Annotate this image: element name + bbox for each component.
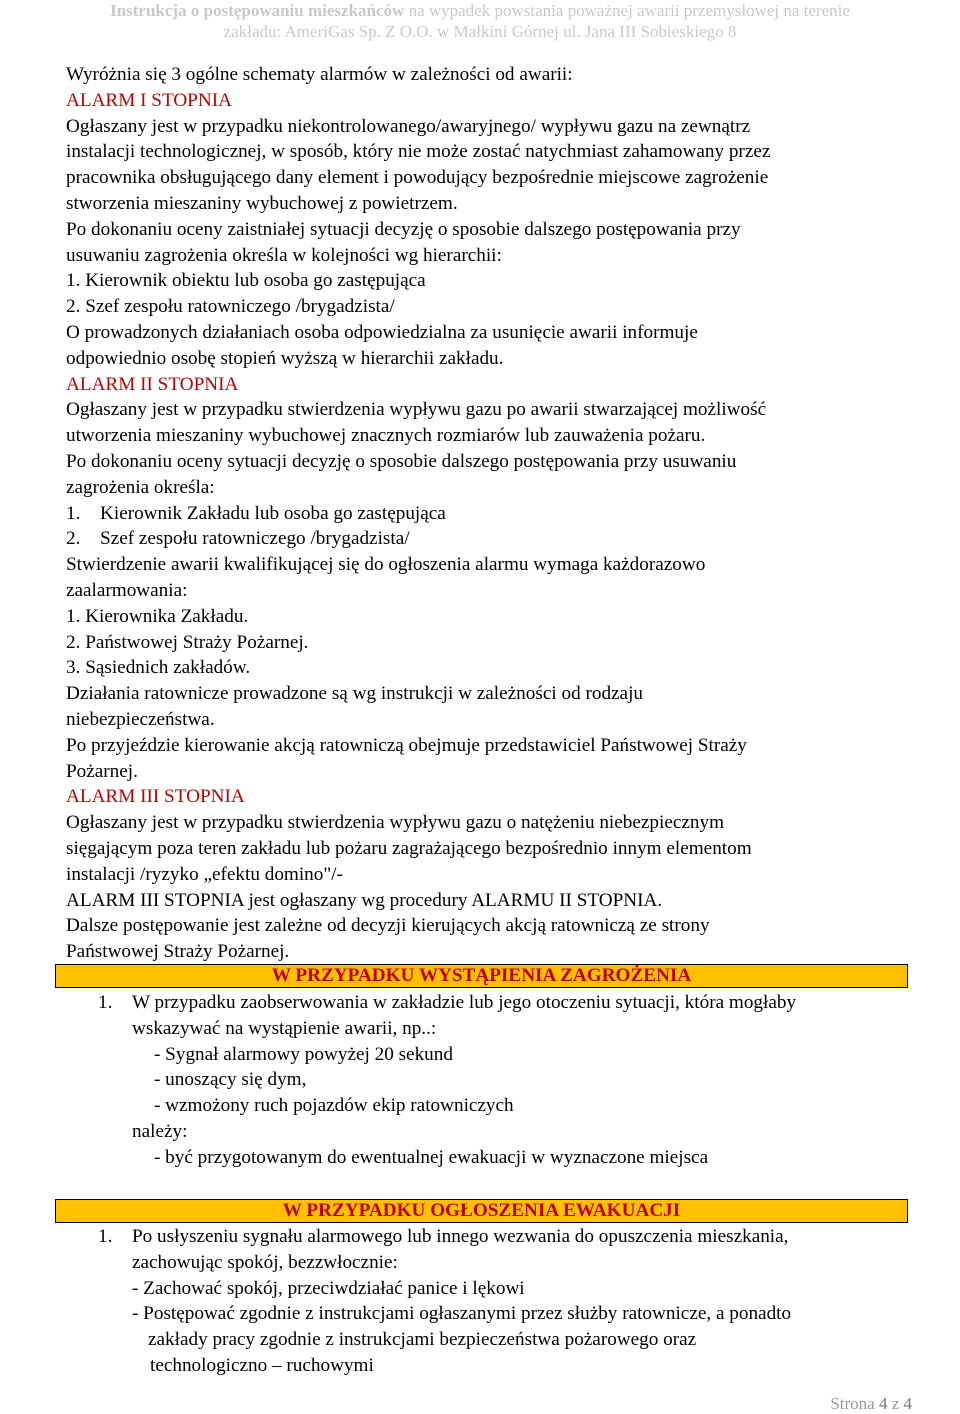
alarm-2-title: ALARM II STOPNIA — [66, 373, 239, 395]
header-title-rest: na wypadek powstania poważnej awarii przemysłowej na terenie — [404, 1, 850, 20]
alarm-2-list-item: 2. Państwowej Straży Pożarnej. — [66, 631, 309, 653]
banner-threat: W PRZYPADKU WYSTĄPIENIA ZAGROŻENIA — [55, 964, 908, 988]
alarm-2-list-item: 1. Kierownika Zakładu. — [66, 605, 249, 627]
threat-line: wskazywać na wystąpienie awarii, np..: — [132, 1017, 437, 1039]
list-number: 2. — [66, 528, 81, 550]
page-footer — [830, 1394, 912, 1414]
footer-page-number: 4 — [878, 1394, 888, 1413]
alarm-1-list-item: 2. Szef zespołu ratowniczego /brygadzista/ — [66, 296, 395, 318]
alarm-3-line: ALARM III STOPNIA jest ogłaszany wg procedury ALARMU II STOPNIA. — [66, 889, 663, 911]
alarm-1-line: O prowadzonych działaniach osoba odpowiedzialna za usunięcie awarii informuje — [66, 321, 698, 343]
alarm-2-line: Pożarnej. — [66, 760, 138, 782]
banner-evacuation: W PRZYPADKU OGŁOSZENIA EWAKUACJI — [55, 1199, 908, 1223]
evacuation-item-1 — [98, 1224, 918, 1250]
alarm-2-list-item — [66, 526, 916, 552]
header-title-bold: Instrukcja o postępowaniu mieszkańców — [110, 1, 405, 20]
alarm-1-line: odpowiednio osobę stopień wyższą w hierarchii zakładu. — [66, 347, 504, 369]
alarm-3-line: Dalsze postępowanie jest zależne od decyzji kierujących akcją ratowniczą ze strony — [66, 915, 710, 937]
alarm-3-line: sięgającym poza teren zakładu lub pożaru zagrażającego bezpośrednio innym elementom — [66, 837, 752, 859]
alarm-3-line: Państwowej Straży Pożarnej. — [66, 941, 290, 963]
alarm-2-line: zagrożenia określa: — [66, 476, 215, 498]
alarm-1-title: ALARM I STOPNIA — [66, 89, 232, 111]
list-text: Po usłyszeniu sygnału alarmowego lub innego wezwania do opuszczenia mieszkania, — [132, 1226, 789, 1247]
alarm-2-list-item: 3. Sąsiednich zakładów. — [66, 657, 251, 679]
alarm-3-line: instalacji /ryzyko „efektu domino"/- — [66, 863, 343, 885]
threat-bullet: - być przygotowanym do ewentualnej ewakuacji w wyznaczone miejsca — [154, 1146, 709, 1168]
alarm-1-line: pracownika obsługującego dany element i powodujący bezpośrednie miejscowe zagrożenie — [66, 167, 769, 189]
footer-strona: Strona — [830, 1394, 879, 1413]
alarm-2-line: Po przyjeździe kierowanie akcją ratowniczą obejmuje przedstawiciel Państwowej Straży — [66, 734, 747, 756]
threat-bullet: - Sygnał alarmowy powyżej 20 sekund — [154, 1043, 453, 1065]
threat-bullet: - wzmożony ruch pojazdów ekip ratowniczych — [154, 1095, 514, 1117]
alarm-1-line: usuwaniu zagrożenia określa w kolejności wg hierarchii: — [66, 244, 502, 266]
footer-total-pages: 4 — [903, 1394, 912, 1413]
alarm-1-line: stworzenia mieszaniny wybuchowej z powietrzem. — [66, 192, 458, 214]
evacuation-line: zakłady pracy zgodnie z instrukcjami bezpieczeństwa pożarowego oraz — [148, 1329, 697, 1351]
alarm-1-line: instalacji technologicznej, w sposób, który nie może zostać natychmiast zahamowany przez — [66, 141, 771, 163]
alarm-1-list-item: 1. Kierownik obiektu lub osoba go zastępująca — [66, 270, 426, 292]
alarm-2-line: niebezpieczeństwa. — [66, 708, 215, 730]
alarm-1-line: Po dokonaniu oceny zaistniałej sytuacji decyzję o sposobie dalszego postępowania przy — [66, 218, 741, 240]
alarm-3-line: Ogłaszany jest w przypadku stwierdzenia wypływu gazu o natężeniu niebezpiecznym — [66, 812, 724, 834]
threat-item-1 — [98, 990, 918, 1016]
list-text: Kierownik Zakładu lub osoba go zastępująca — [100, 502, 446, 524]
alarm-2-line: utworzenia mieszaniny wybuchowej znacznych rozmiarów lub zauważenia pożaru. — [66, 425, 706, 447]
threat-section — [98, 990, 918, 1171]
evacuation-bullet: - Zachować spokój, przeciwdziałać panice i lękowi — [132, 1277, 525, 1299]
threat-line: należy: — [132, 1120, 188, 1142]
evacuation-section — [98, 1224, 918, 1379]
intro-paragraph: Wyróżnia się 3 ogólne schematy alarmów w zależności od awarii: — [66, 64, 573, 85]
page-header — [0, 0, 960, 42]
footer-z: z — [887, 1394, 904, 1413]
alarm-3-title: ALARM III STOPNIA — [66, 786, 245, 808]
list-text: W przypadku zaobserwowania w zakładzie lub jego otoczeniu sytuacji, która mogłaby — [132, 992, 797, 1013]
evacuation-line: technologiczno – ruchowymi — [150, 1354, 374, 1376]
alarm-2-line: Działania ratownicze prowadzone są wg instrukcji w zależności od rodzaju — [66, 683, 643, 705]
list-number: 1. — [66, 502, 81, 524]
list-number: 1. — [98, 992, 113, 1013]
alarm-2-line: Po dokonaniu oceny sytuacji decyzję o sposobie dalszego postępowania przy usuwaniu — [66, 450, 737, 472]
evacuation-line: zachowując spokój, bezzwłocznie: — [132, 1251, 398, 1273]
list-number: 1. — [98, 1226, 113, 1247]
document-body — [66, 62, 916, 965]
header-line-2: zakładu: AmeriGas Sp. Z O.O. w Małkini Górnej ul. Jana III Sobieskiego 8 — [223, 22, 737, 41]
evacuation-bullet: - Postępować zgodnie z instrukcjami ogłaszanymi przez służby ratownicze, a ponadto — [132, 1303, 792, 1325]
alarm-2-line: Ogłaszany jest w przypadku stwierdzenia wypływu gazu po awarii stwarzającej możliwość — [66, 399, 767, 421]
list-text: Szef zespołu ratowniczego /brygadzista/ — [100, 528, 410, 550]
alarm-2-list-item — [66, 501, 916, 527]
alarm-2-line: Stwierdzenie awarii kwalifikującej się do ogłoszenia alarmu wymaga każdorazowo — [66, 554, 706, 576]
alarm-1-line: Ogłaszany jest w przypadku niekontrolowanego/awaryjnego/ wypływu gazu na zewnątrz — [66, 115, 751, 137]
header-line-1 — [0, 0, 960, 21]
threat-bullet: - unoszący się dym, — [154, 1069, 307, 1091]
alarm-2-line: zaalarmowania: — [66, 579, 188, 601]
